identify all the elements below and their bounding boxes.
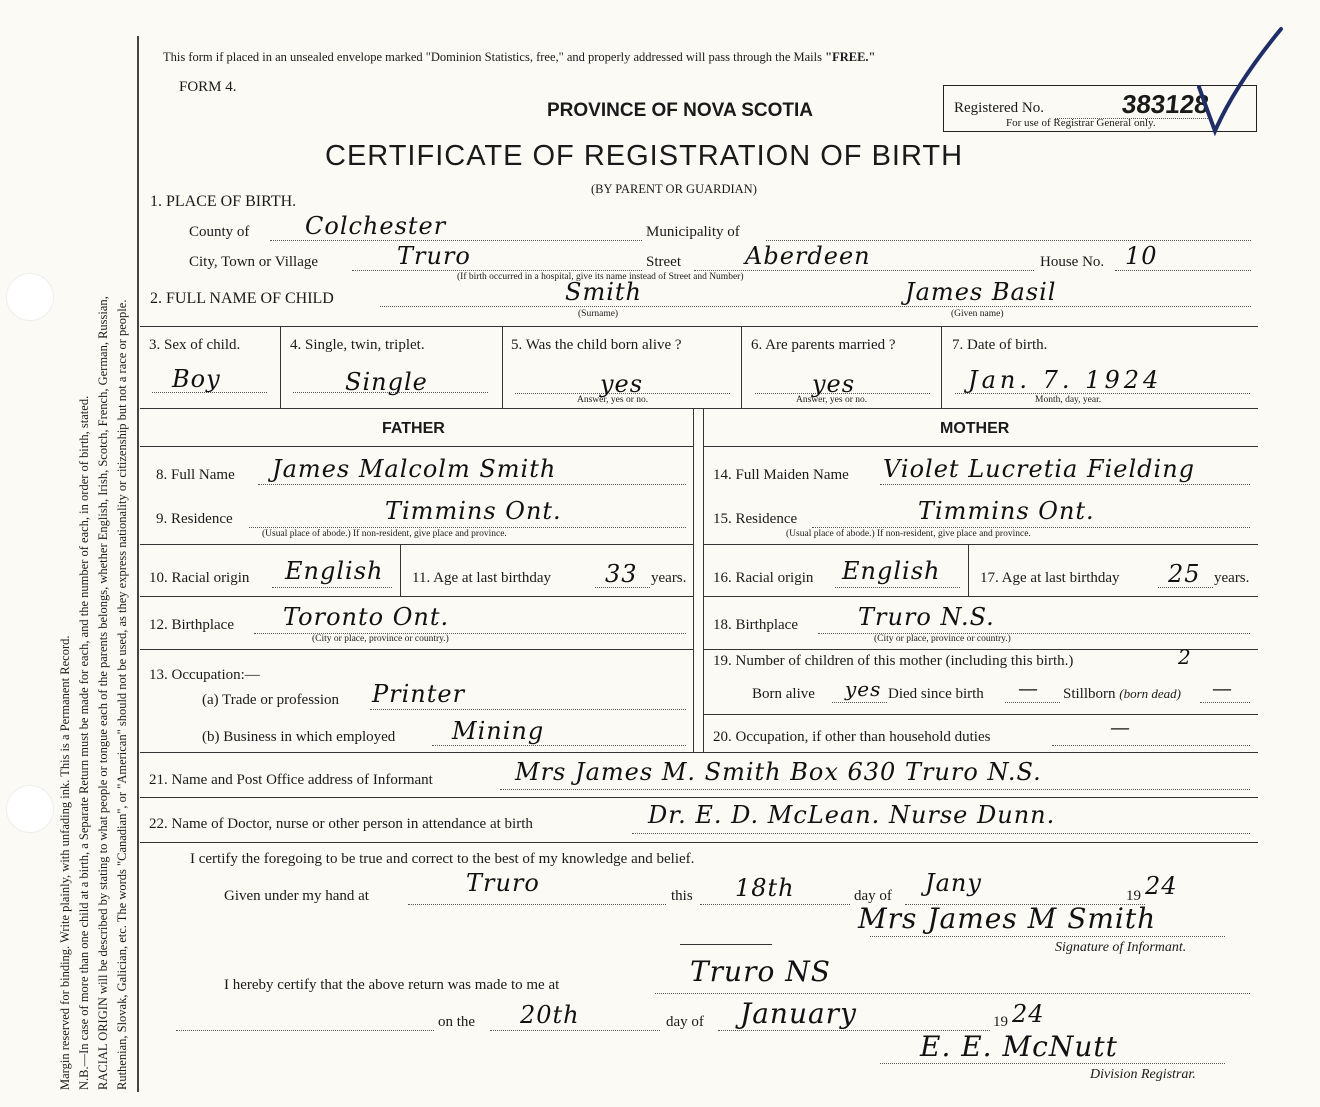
rule [140,797,1258,798]
dob-value: Jan. 7. 1924 [968,366,1163,394]
certificate-subtitle: (BY PARENT OR GUARDIAN) [591,182,757,196]
rule [703,446,1258,447]
registrar-statement: I hereby certify that the above return was made to me at [224,977,560,993]
sex-value: Boy [172,365,221,393]
rule [968,544,969,596]
reg-day-line [490,1030,660,1031]
informant-label: 21. Name and Post Office address of Informant [149,772,433,788]
father-name-value: James Malcolm Smith [272,455,557,483]
trade-label: (a) Trade or profession [202,692,340,708]
informant-signature-caption: Signature of Informant. [1055,940,1187,955]
municipality-line [766,240,1251,241]
father-name-label: 8. Full Name [156,467,235,483]
municipality-label: Municipality of [646,224,740,240]
plurality-value: Single [345,368,428,396]
rule [703,714,1258,715]
punch-hole-top [6,273,54,321]
margin-note: Ruthenian, Slovak, Galician, etc. The words "Canadian", or "American" should not be used, as they express nationality or citizenship but not a race or people. [115,299,129,1090]
given-place: Truro [466,869,540,897]
mother-heading: MOTHER [940,420,1010,437]
rule [703,649,1258,650]
registrar-signature-line [880,1063,1225,1064]
county-line [270,240,642,241]
house-label: House No. [1040,254,1105,270]
rule [140,544,693,545]
dob-caption: Month, day, year. [1035,395,1102,405]
certify-statement: I certify the foregoing to be true and correct to the best of my knowledge and belief. [190,851,695,867]
reg-year-prefix: 19 [993,1014,1008,1030]
married-label: 6. Are parents married ? [751,337,896,353]
mother-racial-value: English [842,557,941,585]
on-the-label: on the [438,1014,476,1030]
mail-notice-text: This form if placed in an unsealed envelope marked "Dominion Statistics, free," and properly addressed will pass through the Mails [163,50,822,64]
this-label: this [671,888,693,904]
informant-line [500,789,1250,790]
registered-number: 383128 [1120,89,1211,119]
stillborn-text: Stillborn [1063,686,1116,702]
married-caption: Answer, yes or no. [796,395,868,405]
rule [280,326,281,408]
rule [502,326,503,408]
rule [741,326,742,408]
mail-notice-free: "FREE." [825,50,876,64]
father-residence-caption: (Usual place of abode.) If non-resident, give place and province. [262,529,507,539]
children-count-value: 2 [1178,645,1192,669]
rule [140,326,1258,327]
born-alive-line [832,702,887,703]
checkmark-icon [1195,25,1285,140]
child-name-label: 2. FULL NAME OF CHILD [150,290,334,307]
alive-value: yes [600,370,644,398]
informant-signature: Mrs James M Smith [858,902,1157,935]
city-label: City, Town or Village [189,254,319,270]
business-value: Mining [452,717,545,745]
margin-notes [56,296,132,1090]
house-line [1115,270,1251,271]
born-alive-label: Born alive [752,686,815,702]
sex-label: 3. Sex of child. [149,337,241,353]
father-birthplace-caption: (City or place, province or country.) [312,634,449,644]
children-count-label: 19. Number of children of this mother (including this birth.) [713,653,1074,669]
mother-racial-label: 16. Racial origin [713,570,814,586]
given-year: 24 [1145,872,1178,900]
rule [703,408,704,752]
father-residence-label: 9. Residence [156,511,233,527]
died-since-value: — [1018,676,1039,700]
reg-day: 20th [520,1001,580,1029]
born-alive-value: yes [845,677,882,701]
died-since-line [1005,702,1060,703]
rule [693,408,694,752]
mail-notice [163,50,875,65]
registered-label: Registered No. [954,100,1044,116]
binding-margin-line [137,36,139,1092]
father-heading: FATHER [382,420,445,437]
informant-value: Mrs James M. Smith Box 630 Truro N.S. [515,758,1042,786]
city-line [352,270,642,271]
registrar-note: For use of Registrar General only. [1006,117,1156,129]
mother-name-label: 14. Full Maiden Name [713,467,849,483]
registrar-signature-caption: Division Registrar. [1090,1067,1196,1082]
mother-age-value: 25 [1168,560,1201,588]
father-residence-value: Timmins Ont. [385,497,562,525]
given-place-line [408,904,666,905]
father-racial-value: English [285,557,384,585]
day-of-label: day of [854,888,892,904]
year-prefix: 19 [1126,888,1141,904]
rule [941,326,942,408]
reg-year: 24 [1012,1000,1045,1028]
attendant-value: Dr. E. D. McLean. Nurse Dunn. [648,801,1056,829]
city-value: Truro [397,242,471,270]
punch-hole-bottom [6,785,54,833]
rule [140,842,1258,843]
mother-birthplace-value: Truro N.S. [858,603,995,631]
given-month: Jany [925,869,982,897]
dob-label: 7. Date of birth. [952,337,1048,353]
street-label: Street [646,254,681,270]
informant-signature-line [870,936,1225,937]
mother-birthplace-label: 18. Birthplace [713,617,798,633]
child-surname: Smith [565,278,642,306]
registrar-signature: E. E. McNutt [920,1030,1118,1063]
father-racial-line [272,587,392,588]
house-value: 10 [1125,242,1158,270]
alive-caption: Answer, yes or no. [577,395,649,405]
father-age-unit: years. [651,570,687,586]
reg-month: January [740,997,857,1030]
given-day-line [700,904,850,905]
father-age-value: 33 [605,560,638,588]
mother-residence-line [812,527,1250,528]
mother-occupation-line [1052,745,1250,746]
rule [703,544,1258,545]
stillborn-label [1063,686,1181,703]
stillborn-value: — [1212,676,1233,700]
rule [400,544,401,596]
county-value: Colchester [305,212,447,240]
margin-note: N.B.—In case of more than one child at a birth, a Separate Return must be made for each, and the number of each, in order of birth, stated. [77,395,91,1090]
street-line [694,270,1034,271]
mother-name-value: Violet Lucretia Fielding [883,455,1196,483]
rule [140,649,693,650]
stillborn-note: (born dead) [1119,686,1182,701]
plurality-label: 4. Single, twin, triplet. [290,337,425,353]
father-residence-line [249,527,686,528]
father-birthplace-label: 12. Birthplace [149,617,234,633]
given-day: 18th [735,874,795,902]
registrar-place-line [655,993,1250,994]
business-label: (b) Business in which employed [202,729,396,745]
mother-age-unit: years. [1214,570,1250,586]
alive-label: 5. Was the child born alive ? [511,337,682,353]
trade-value: Printer [372,680,466,708]
county-label: County of [189,224,250,240]
hospital-note: (If birth occurred in a hospital, give its name instead of Street and Number) [457,272,744,282]
occupation-label: 13. Occupation:— [149,667,260,683]
business-line [432,745,686,746]
form-number: FORM 4. [179,79,237,95]
mother-birthplace-caption: (City or place, province or country.) [874,634,1011,644]
married-value: yes [812,370,856,398]
mother-racial-line [835,587,960,588]
child-name-line [380,306,1251,307]
father-birthplace-value: Toronto Ont. [283,603,450,631]
margin-note: RACIAL ORIGIN will be described by stating to what people or tongue each of the parents belongs, whether English, Irish, Scotch, French, German, Russian, [96,296,110,1090]
reg-day-of-label: day of [666,1014,704,1030]
rule [140,752,1258,753]
rule [140,446,693,447]
separator [680,944,772,945]
rule [140,596,693,597]
certificate-title: CERTIFICATE OF REGISTRATION OF BIRTH [325,140,964,172]
registrar-place: Truro NS [690,955,831,988]
surname-caption: (Surname) [578,309,619,319]
stillborn-line [1200,702,1250,703]
father-age-label: 11. Age at last birthday [412,570,551,586]
rule [140,408,1258,409]
child-given-name: James Basil [905,278,1057,306]
rule [703,596,1258,597]
father-racial-label: 10. Racial origin [149,570,250,586]
given-name-caption: (Given name) [951,309,1004,319]
mother-occupation-value: — [1110,715,1131,739]
father-name-line [258,484,686,485]
province-heading: PROVINCE OF NOVA SCOTIA [547,100,814,121]
place-heading: 1. PLACE OF BIRTH. [150,193,297,210]
mother-residence-value: Timmins Ont. [918,497,1095,525]
died-since-label: Died since birth [888,686,984,702]
street-value: Aberdeen [745,242,871,270]
given-label: Given under my hand at [224,888,369,904]
trade-line [370,709,686,710]
mother-age-label: 17. Age at last birthday [980,570,1120,586]
mother-residence-caption: (Usual place of abode.) If non-resident, give place and province. [786,529,1031,539]
attendant-label: 22. Name of Doctor, nurse or other person in attendance at birth [149,816,533,832]
mother-occupation-label: 20. Occupation, if other than household duties [713,729,991,745]
mother-name-line [880,484,1250,485]
mother-residence-label: 15. Residence [713,511,798,527]
attendant-line [632,833,1250,834]
margin-note: Margin reserved for binding. Write plainly, with unfading ink. This is a Permanent Record. [58,635,72,1090]
registrar-prefix-line [176,1030,434,1031]
